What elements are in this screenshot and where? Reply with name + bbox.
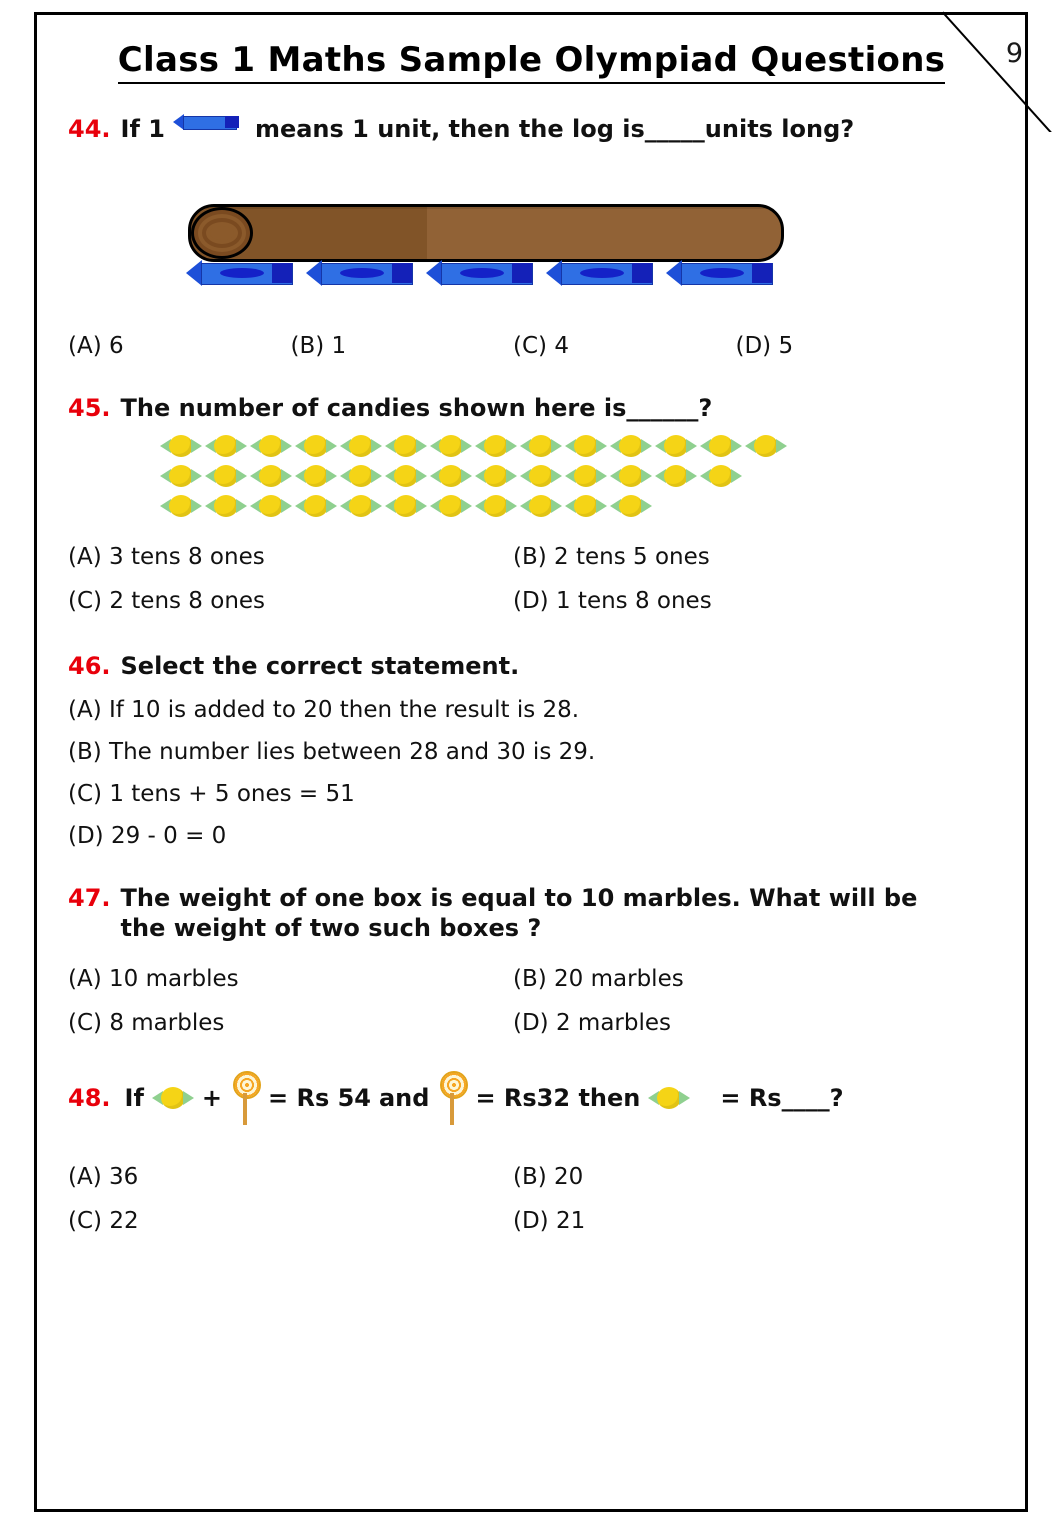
question-45-number: 45.	[68, 394, 111, 422]
option-48-c[interactable]	[68, 1199, 513, 1243]
candy-icon	[250, 493, 292, 519]
crayon-icon	[426, 260, 546, 286]
option-44-c-label: (C)	[513, 333, 548, 359]
candy-icon	[340, 463, 382, 489]
question-48	[68, 1071, 958, 1125]
option-47-c[interactable]	[68, 1001, 513, 1045]
option-45-d-label: (D)	[513, 588, 549, 614]
option-48-d-value: 21	[555, 1208, 586, 1234]
crayon-icon	[306, 260, 426, 286]
candy-icon	[160, 493, 202, 519]
option-45-c-value: 2 tens 8 ones	[109, 588, 266, 614]
question-48-equals-3: = Rs____?	[720, 1084, 844, 1112]
candy-icon	[160, 463, 202, 489]
page-title-text: Class 1 Maths Sample Olympiad Questions	[118, 40, 945, 84]
option-47-a[interactable]	[68, 957, 513, 1001]
option-47-d[interactable]	[513, 1001, 958, 1045]
candy-icon	[610, 463, 652, 489]
crayon-icon	[546, 260, 666, 286]
crayon-ruler	[186, 260, 786, 286]
candy-icon	[430, 433, 472, 459]
question-48-equals-1: = Rs 54	[268, 1084, 371, 1112]
crayon-unit-icon	[173, 114, 247, 130]
option-44-b-label: (B)	[290, 333, 325, 359]
question-44-number: 44.	[68, 115, 111, 143]
option-46-b[interactable]: (B) The number lies between 28 and 30 is 29.	[68, 739, 596, 765]
question-48-equals-2: = Rs32 then	[475, 1084, 641, 1112]
candy-icon	[340, 433, 382, 459]
option-44-d-value: 5	[778, 333, 794, 359]
question-44-options	[68, 333, 958, 359]
option-44-a-value: 6	[109, 333, 124, 359]
option-47-a-label: (A)	[68, 966, 102, 992]
candy-icon	[565, 463, 607, 489]
option-45-b[interactable]	[513, 535, 958, 579]
candy-icon	[430, 493, 472, 519]
candy-icon	[205, 433, 247, 459]
candy-icon	[520, 493, 562, 519]
option-44-c-value: 4	[554, 333, 569, 359]
option-47-b-label: (B)	[513, 966, 547, 992]
candy-icon	[610, 493, 652, 519]
option-48-b-label: (B)	[513, 1164, 547, 1190]
candy-icon	[295, 463, 337, 489]
candy-icon	[565, 433, 607, 459]
candy-icon	[205, 493, 247, 519]
candy-row	[160, 463, 958, 489]
questions-container	[68, 100, 958, 1243]
candy-icon	[475, 493, 517, 519]
option-48-b[interactable]	[513, 1155, 958, 1199]
option-46-d[interactable]: (D) 29 - 0 = 0	[68, 823, 227, 849]
question-48-number: 48.	[68, 1084, 111, 1112]
candy-icon	[475, 463, 517, 489]
candy-icon	[205, 463, 247, 489]
option-46-a[interactable]: (A) If 10 is added to 20 then the result is 28.	[68, 697, 580, 723]
candy-icon	[700, 463, 742, 489]
crayon-icon	[186, 260, 306, 286]
option-44-b[interactable]	[291, 333, 514, 359]
option-44-b-value: 1	[331, 333, 347, 359]
question-44-text-after: means 1 unit, then the log is_____units long?	[254, 115, 855, 143]
candy-icon	[385, 463, 427, 489]
question-46	[68, 651, 958, 681]
question-47-number: 47.	[68, 884, 111, 912]
option-44-a[interactable]	[68, 333, 291, 359]
option-48-b-value: 20	[554, 1164, 584, 1190]
option-47-c-value: 8 marbles	[109, 1010, 225, 1036]
candy-icon	[475, 433, 517, 459]
candy-icon	[152, 1085, 194, 1111]
question-48-plus: +	[201, 1084, 222, 1112]
candy-icon	[655, 433, 697, 459]
candy-row	[160, 493, 958, 519]
log-icon	[188, 204, 784, 262]
option-45-d-value: 1 tens 8 ones	[555, 588, 712, 614]
candy-icon	[520, 463, 562, 489]
option-44-d[interactable]	[736, 333, 959, 359]
option-47-a-value: 10 marbles	[109, 966, 239, 992]
page-number: 9	[1005, 38, 1023, 69]
lollipop-icon	[232, 1071, 258, 1125]
candy-icon	[745, 433, 787, 459]
option-45-b-label: (B)	[513, 544, 547, 570]
option-44-c[interactable]	[513, 333, 736, 359]
question-47-options	[68, 957, 958, 1045]
question-48-options	[68, 1155, 958, 1243]
candy-icon	[385, 433, 427, 459]
candy-icon	[385, 493, 427, 519]
option-48-a-label: (A)	[68, 1164, 102, 1190]
question-48-and: and	[378, 1084, 430, 1112]
option-45-b-value: 2 tens 5 ones	[554, 544, 710, 570]
candy-icon	[340, 493, 382, 519]
lollipop-icon	[439, 1071, 465, 1125]
option-45-d[interactable]	[513, 579, 958, 623]
option-47-d-label: (D)	[513, 1010, 549, 1036]
option-45-a-value: 3 tens 8 ones	[109, 544, 265, 570]
page-title	[0, 40, 1063, 80]
option-45-c[interactable]	[68, 579, 513, 623]
question-44-figure	[68, 152, 958, 277]
candy-icon	[295, 433, 337, 459]
candy-icon	[565, 493, 607, 519]
question-44	[68, 114, 958, 144]
question-45	[68, 393, 958, 423]
option-48-c-value: 22	[109, 1208, 139, 1234]
question-46-text: Select the correct statement.	[120, 652, 520, 680]
option-47-c-label: (C)	[68, 1010, 103, 1036]
question-45-text: The number of candies shown here is______?	[120, 394, 713, 422]
candy-icon	[655, 463, 697, 489]
option-45-a-label: (A)	[68, 544, 102, 570]
option-48-d[interactable]	[513, 1199, 958, 1243]
option-48-c-label: (C)	[68, 1208, 103, 1234]
question-47	[68, 883, 958, 943]
option-44-d-label: (D)	[735, 333, 772, 359]
candy-icon	[700, 433, 742, 459]
candy-icon	[250, 463, 292, 489]
option-47-b[interactable]	[513, 957, 958, 1001]
option-45-a[interactable]	[68, 535, 513, 579]
candy-icon	[520, 433, 562, 459]
candy-icon	[160, 433, 202, 459]
option-47-d-value: 2 marbles	[555, 1010, 672, 1036]
option-48-d-label: (D)	[513, 1208, 549, 1234]
question-48-if: If	[124, 1084, 144, 1112]
log-rings-icon	[191, 207, 253, 259]
candy-icon	[610, 433, 652, 459]
crayon-icon	[666, 260, 786, 286]
question-46-number: 46.	[68, 652, 111, 680]
option-48-a-value: 36	[109, 1164, 139, 1190]
candy-icon	[648, 1085, 690, 1111]
option-44-a-label: (A)	[68, 333, 102, 359]
option-45-c-label: (C)	[68, 588, 103, 614]
question-45-figure	[68, 433, 958, 519]
question-45-options	[68, 535, 958, 623]
candy-icon	[430, 463, 472, 489]
option-48-a[interactable]	[68, 1155, 513, 1199]
option-46-c[interactable]: (C) 1 tens + 5 ones = 51	[68, 781, 355, 807]
question-47-text: The weight of one box is equal to 10 marbles. What will be the weight of two such boxes ?	[120, 884, 918, 942]
candy-row	[160, 433, 958, 459]
candy-icon	[250, 433, 292, 459]
candy-icon	[295, 493, 337, 519]
option-47-b-value: 20 marbles	[554, 966, 684, 992]
question-44-text-before: If 1	[120, 115, 165, 143]
